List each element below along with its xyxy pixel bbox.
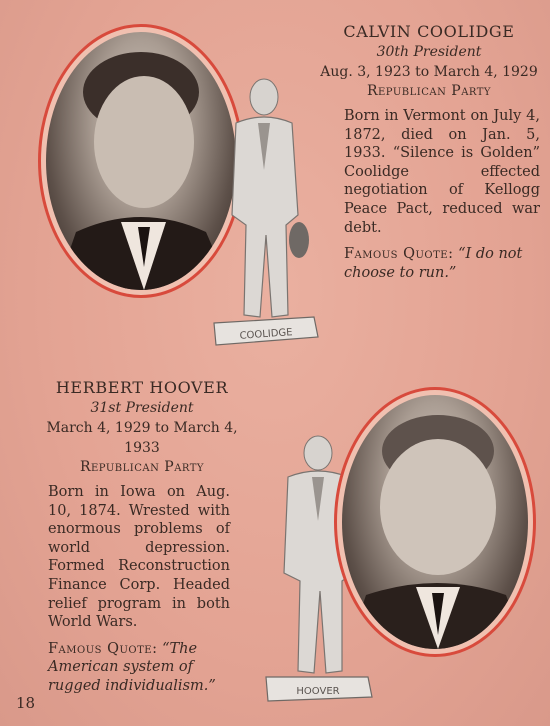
hoover-bio-text: Born in Iowa on Aug. 10, 1874. Wrested with enormous problems of world depression. Formed Reconstruction Finance Corp. Headed relief program in both World Wars. — [48, 484, 230, 631]
coolidge-bio-text: Born in Vermont on July 4, 1872, died on Jan. 5, 1933. “Silence is Golden” Coolidge effected negotiation of Kellogg Peace Pact, reduced war debt. — [344, 108, 540, 236]
coolidge-quote — [344, 245, 540, 282]
coolidge-name: CALVIN COOLIDGE — [343, 22, 515, 41]
hoover-name: HERBERT HOOVER — [55, 378, 229, 397]
hoover-ordinal: 31st President — [90, 400, 194, 416]
hoover-quote — [48, 640, 230, 696]
hoover-party: Republican Party — [79, 459, 205, 475]
coolidge-quote-text: “I do not choose to run.” — [344, 246, 523, 281]
coolidge-statue — [206, 75, 322, 350]
hoover-photo — [342, 395, 528, 649]
coolidge-bio — [318, 22, 540, 282]
hoover-bio — [30, 378, 254, 696]
hoover-statue-label: HOOVER — [296, 686, 340, 697]
coolidge-party: Republican Party — [366, 83, 492, 99]
page-number: 18 — [16, 694, 36, 712]
coolidge-quote-label: Famous Quote: — [344, 246, 454, 263]
hoover-quote-label: Famous Quote: — [48, 640, 158, 657]
hoover-portrait — [334, 387, 536, 657]
coolidge-ordinal: 30th President — [376, 44, 482, 60]
hoover-term: March 4, 1929 to March 4, 1933 — [46, 420, 238, 456]
coolidge-statue-label: COOLIDGE — [239, 327, 293, 342]
hoover-quote-text: “The American system of rugged individualism.” — [48, 640, 216, 694]
coolidge-term: Aug. 3, 1923 to March 4, 1929 — [320, 64, 538, 80]
